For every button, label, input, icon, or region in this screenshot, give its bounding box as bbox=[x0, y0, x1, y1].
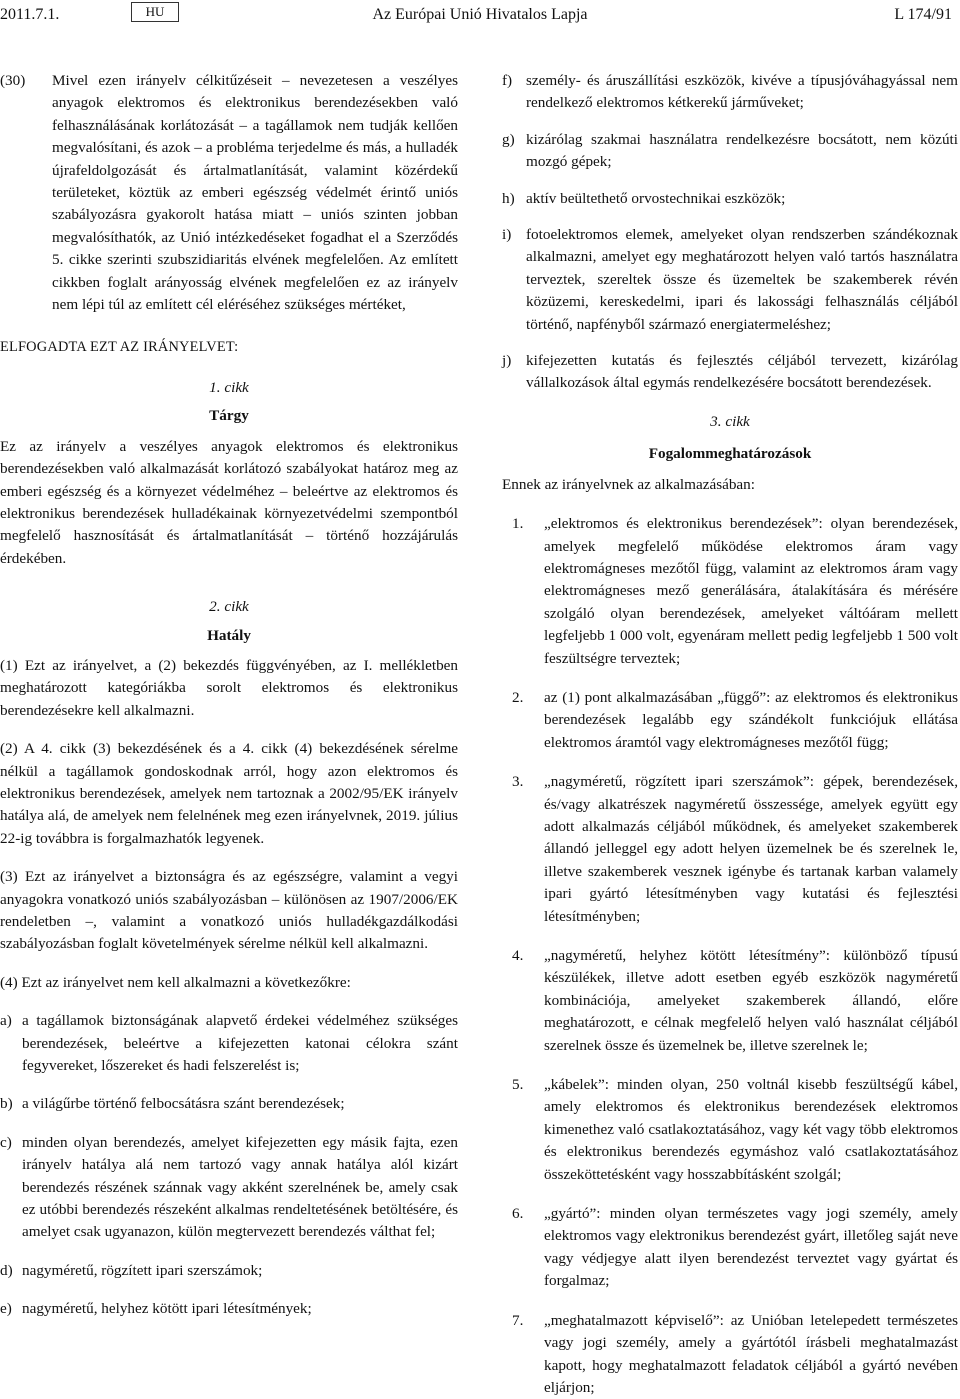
exclusion-item-g bbox=[502, 129, 958, 174]
exclusion-item-e bbox=[0, 1298, 458, 1320]
exclusion-item-h bbox=[502, 188, 958, 210]
exclusion-item-d bbox=[0, 1260, 458, 1282]
definition-number: 2. bbox=[512, 688, 524, 706]
definition-number: 1. bbox=[512, 515, 524, 533]
definition-6 bbox=[502, 1203, 958, 1293]
page-number: L 174/91 bbox=[894, 6, 952, 23]
article-1-text: Ez az irányelv a veszélyes anyagok elektromos és elektronikus berendezésekben való alkalmazását korlátozó szabályokat határoz meg az emberi egészség és a környezet védelméhez – beleértve az elektromos és elektronikus berendezések hulladékainak környezetvédelmi szempontból megfelelő hasznosítását és ártalmatlanítását – történő hozzájárulás érdekében. bbox=[0, 437, 458, 567]
recital-30 bbox=[0, 70, 458, 316]
definition-number: 3. bbox=[512, 773, 524, 791]
left-column bbox=[0, 70, 458, 1321]
exclusion-item-c bbox=[0, 1132, 458, 1244]
definition-text: az (1) pont alkalmazásában „függő”: az elektromos és elektronikus berendezések legalább egy szándékolt funkciójuk ellátása elektromos áramtól vagy elektromágneses mezőtől függ; bbox=[544, 688, 958, 751]
exclusion-item-b bbox=[0, 1093, 458, 1115]
list-text: a tagállamok biztonságának alapvető érdekei védelméhez szükséges berendezések, beleértve a kifejezetten katonai célokra szánt fegyvereket, lőszereket és hadi felszerelést is; bbox=[22, 1012, 458, 1075]
list-text: nagyméretű, helyhez kötött ipari létesítmények; bbox=[22, 1300, 312, 1318]
list-label: g) bbox=[502, 130, 515, 148]
definition-text: „gyártó”: minden olyan természetes vagy jogi személy, amely elektromos vagy elektronikus berendezést gyárt, illetőleg saját neve vagy védjegye alatt ilyen berendezést terveztet vagy gyártat és forgalmaz; bbox=[544, 1205, 958, 1290]
language-badge: HU bbox=[131, 2, 179, 22]
list-text: nagyméretű, rögzített ipari szerszámok; bbox=[22, 1261, 263, 1279]
list-text: kizárólag szakmai használatra rendelkezésre bocsátott, nem közúti mozgó gépek; bbox=[526, 130, 958, 171]
exclusion-item-j bbox=[502, 350, 958, 395]
article-3-title: Fogalommeghatározások bbox=[648, 445, 812, 463]
right-column bbox=[502, 70, 958, 1399]
exclusion-item-a bbox=[0, 1010, 458, 1077]
publication-date: 2011.7.1. bbox=[0, 6, 60, 23]
article-2-number: 2. cikk bbox=[209, 598, 249, 616]
definition-text: „elektromos és elektronikus berendezések”: olyan berendezések, amelyek megfelelő működése elektromos áram vagy elektromágneses mezőtől függ, valamint az elektromos áram vagy elektromágneses mező generálására, átalakítására és mérésére szolgáló olyan berendezések, amelyeket váltóáram mellett legfeljebb 1 000 volt, egyenáram mellett pedig legfeljebb 1 500 volt feszültségre terveztek; bbox=[544, 515, 958, 667]
list-label: c) bbox=[0, 1133, 12, 1151]
recital-text: Mivel ezen irányelv célkitűzéseit – nevezetesen a veszélyes anyagok elektromos és elektronikus berendezésekben való felhasználásának korlátozását – a tagállamok nem tudják kellően megvalósítani, és azok – a probléma terjedelme és más, a hulladék újrafeldolgozását és ártalmatlanítását, valamint közérdekű területeket, köztük az emberi egészség védelmét érintő uniós szabályozásra gyakorolt hatása miatt – uniós szinten jobban megvalósíthatók, az Unió intézkedéseket fogadhat el a Szerződés 5. cikke szerinti szubszidiaritás elvének megfelelően. Az említett cikkben foglalt arányosság elvének megfelelően ez az irányelv nem lépi túl az említett cél eléréséhez szükséges mértéket, bbox=[52, 72, 458, 314]
list-label: f) bbox=[502, 72, 513, 89]
list-text: aktív beültethető orvostechnikai eszközök; bbox=[526, 189, 786, 207]
definition-text: „nagyméretű, rögzített ipari szerszámok”: gépek, berendezések, és/vagy alkatrészek nagyméretű összessége, amelyek együtt egy adott alkalmazás céljából működnek, és amelyeket szakemberek állandó jelleggel egy adott helyen üzemelnek be és szerelnek le, illetve szakemberek vesznek igénybe és tartanak karban valamely ipari gyártó létesítményben vagy kutatási és fejlesztési létesítményben; bbox=[544, 773, 958, 925]
list-label: a) bbox=[0, 1012, 12, 1030]
definition-4 bbox=[502, 945, 958, 1057]
definition-5 bbox=[502, 1074, 958, 1186]
article-3-number: 3. cikk bbox=[710, 412, 750, 430]
article-2-para-2: (2) A 4. cikk (3) bekezdésének és a 4. cikk (4) bekezdésének sérelme nélkül a tagállamok gondoskodnak arról, hogy azon elektromos és elektronikus berendezések, amelyek nem tartoznak a 2002/95/EK irányelv hatálya alá, de amelyek nem felelnének meg ezen irányelvnek, 2019. július 22-ig továbbra is forgalmazhatók legyenek. bbox=[0, 740, 458, 847]
recital-number: (30) bbox=[0, 72, 26, 89]
article-1-title: Tárgy bbox=[209, 407, 249, 425]
definition-7 bbox=[502, 1310, 958, 1399]
list-text: kifejezetten kutatás és fejlesztés céljából tervezett, kizárólag vállalkozások által egymás rendelkezésére bocsátott berendezések. bbox=[526, 352, 958, 392]
page-header bbox=[0, 0, 960, 32]
article-1-number: 1. cikk bbox=[209, 378, 249, 396]
journal-title: Az Európai Unió Hivatalos Lapja bbox=[372, 6, 588, 23]
article-2-para-3: (3) Ezt az irányelvet a biztonságra és az egészségre, valamint a vegyi anyagokra vonatkozó uniós szabályozásban – különösen az 1907/2006/EK rendeletben –, valamint a vonatkozó uniós hulladékgazdálkodási szabályozásban foglalt követelmények sérelme nélkül kell alkalmazni. bbox=[0, 868, 458, 953]
list-label: e) bbox=[0, 1300, 12, 1318]
definition-text: „meghatalmazott képviselő”: az Unióban letelepedett természetes vagy jogi személy, amely a gyártótól írásbeli meghatalmazást kapott, hogy meghatalmazott feladatok céljából a gyártó nevében eljárjon; bbox=[544, 1311, 958, 1396]
list-text: a világűrbe történő felbocsátásra szánt berendezések; bbox=[22, 1095, 345, 1113]
definition-3 bbox=[502, 771, 958, 928]
definition-1 bbox=[502, 513, 958, 670]
article-2-title: Hatály bbox=[207, 626, 251, 644]
definition-number: 5. bbox=[512, 1076, 524, 1094]
list-label: i) bbox=[502, 226, 512, 244]
definition-number: 7. bbox=[512, 1311, 524, 1329]
article-3-intro: Ennek az irányelvnek az alkalmazásában: bbox=[502, 475, 755, 493]
article-2-para-4: (4) Ezt az irányelvet nem kell alkalmazni a következőkre: bbox=[0, 973, 351, 991]
definition-text: „kábelek”: minden olyan, 250 voltnál kisebb feszültségű kábel, amely elektromos és elektronikus berendezések elektromos kimenethez való csatlakoztatásához, vagy két vagy több elektromos és elektronikus berendezés egymáshoz való csatlakoztatásához összeköttetésként vagy hosszabbításként szolgál; bbox=[544, 1076, 958, 1183]
article-2-para-1: (1) Ezt az irányelvet, a (2) bekezdés függvényében, az I. mellékletben meghatározott kategóriákba sorolt elektromos és elektronikus berendezésekre kell alkalmazni. bbox=[0, 656, 458, 719]
list-text: minden olyan berendezés, amelyet kifejezetten egy másik fajta, ezen irányelv hatálya alá nem tartozó vagy annak hatálya alól kizárt berendezés részének szánnak vagy akként szerelnének be, amely csak ez utóbbi berendezés részeként alkalmas rendeltetésének betöltésére, és amelyet csak ugyanazon, külön megtervezett berendezés válthat fel; bbox=[22, 1133, 458, 1241]
definition-text: „nagyméretű, helyhez kötött létesítmény”: különböző típusú készülékek, illetve adott esetben egyéb eszközök nagyméretű kombinációja, amelyeket szakemberek állandó, előre meghatározott, e célnak megfelelő helyen való használat céljából szerelnek össze és üzemelnek be, illetve szerelnek le; bbox=[544, 947, 958, 1054]
list-label: b) bbox=[0, 1095, 13, 1113]
definition-number: 6. bbox=[512, 1205, 524, 1223]
list-text: fotoelektromos elemek, amelyeket olyan rendszerben szándékoznak alkalmazni, amelyet egy meghatározott helyen való tartós használatra terveztek, szereltek össze és üzemeltek be szakemberek révén közüzemi, kereskedelmi, ipari és lakossági felhasználás céljából történő, napfényből származó energiatermeléshez; bbox=[526, 226, 958, 333]
definition-2 bbox=[502, 687, 958, 754]
list-text: személy- és áruszállítási eszközök, kivéve a típusjóváhagyással nem rendelkező elektromos kétkerekű járműveket; bbox=[526, 72, 958, 112]
list-label: d) bbox=[0, 1261, 13, 1279]
exclusion-item-i bbox=[502, 224, 958, 336]
adoption-formula: ELFOGADTA EZT AZ IRÁNYELVET: bbox=[0, 339, 239, 356]
list-label: h) bbox=[502, 189, 515, 207]
definition-number: 4. bbox=[512, 947, 524, 964]
exclusion-item-f bbox=[502, 70, 958, 115]
list-label: j) bbox=[502, 352, 512, 370]
